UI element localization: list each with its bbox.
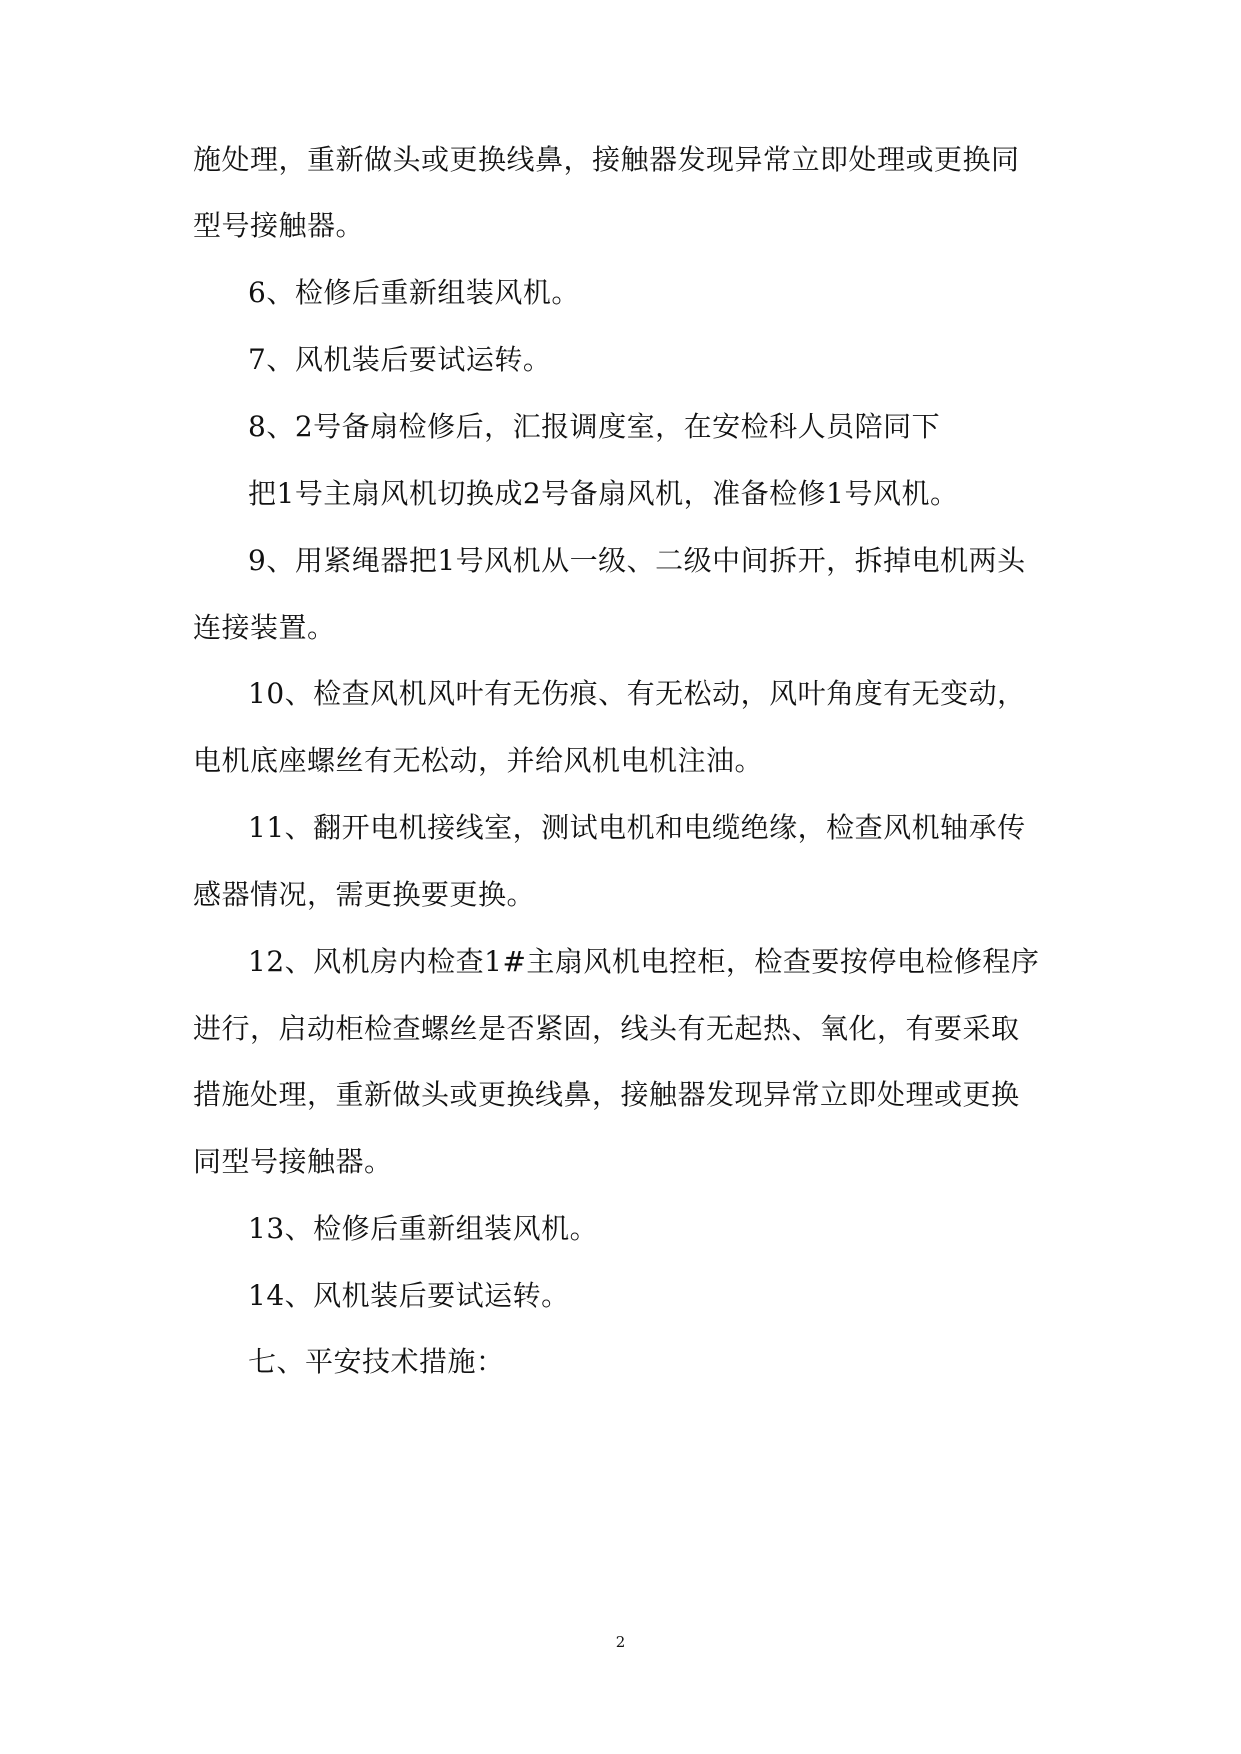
text-line-9: 10、检查风机风叶有无伤痕、有无松动，风叶角度有无变动， (248, 677, 1026, 710)
text-line-7: 9、用紧绳器把1号风机从一级、二级中间拆开，拆掉电机两头 (248, 544, 1026, 577)
text-line-18: 14、风机装后要试运转。 (248, 1279, 570, 1312)
section-heading-safety-measures: 七、平安技术措施： (248, 1345, 505, 1378)
text-line-13: 12、风机房内检查1#主扇风机电控柜，检查要按停电检修程序 (248, 945, 1040, 978)
text-line-2: 型号接触器。 (193, 209, 365, 242)
text-line-15: 措施处理，重新做头或更换线鼻，接触器发现异常立即处理或更换 (193, 1078, 1020, 1111)
text-line-17: 13、检修后重新组装风机。 (248, 1212, 599, 1245)
text-line-11: 11、翻开电机接线室，测试电机和电缆绝缘，检查风机轴承传 (248, 811, 1026, 844)
text-line-8: 连接装置。 (193, 611, 336, 644)
text-line-10: 电机底座螺丝有无松动，并给风机电机注油。 (193, 744, 764, 777)
text-line-1: 施处理，重新做头或更换线鼻，接触器发现异常立即处理或更换同 (193, 143, 1020, 176)
text-line-14: 进行，启动柜检查螺丝是否紧固，线头有无起热、氧化，有要采取 (193, 1012, 1020, 1045)
page-number: 2 (615, 1633, 626, 1651)
text-line-12: 感器情况，需更换要更换。 (193, 878, 536, 911)
text-line-4: 7、风机装后要试运转。 (248, 343, 552, 376)
text-line-5: 8、2号备扇检修后，汇报调度室，在安检科人员陪同下 (248, 410, 941, 443)
text-line-16: 同型号接触器。 (193, 1145, 393, 1178)
text-line-3: 6、检修后重新组装风机。 (248, 276, 580, 309)
text-line-6: 把1号主扇风机切换成2号备扇风机，准备检修1号风机。 (248, 477, 959, 510)
